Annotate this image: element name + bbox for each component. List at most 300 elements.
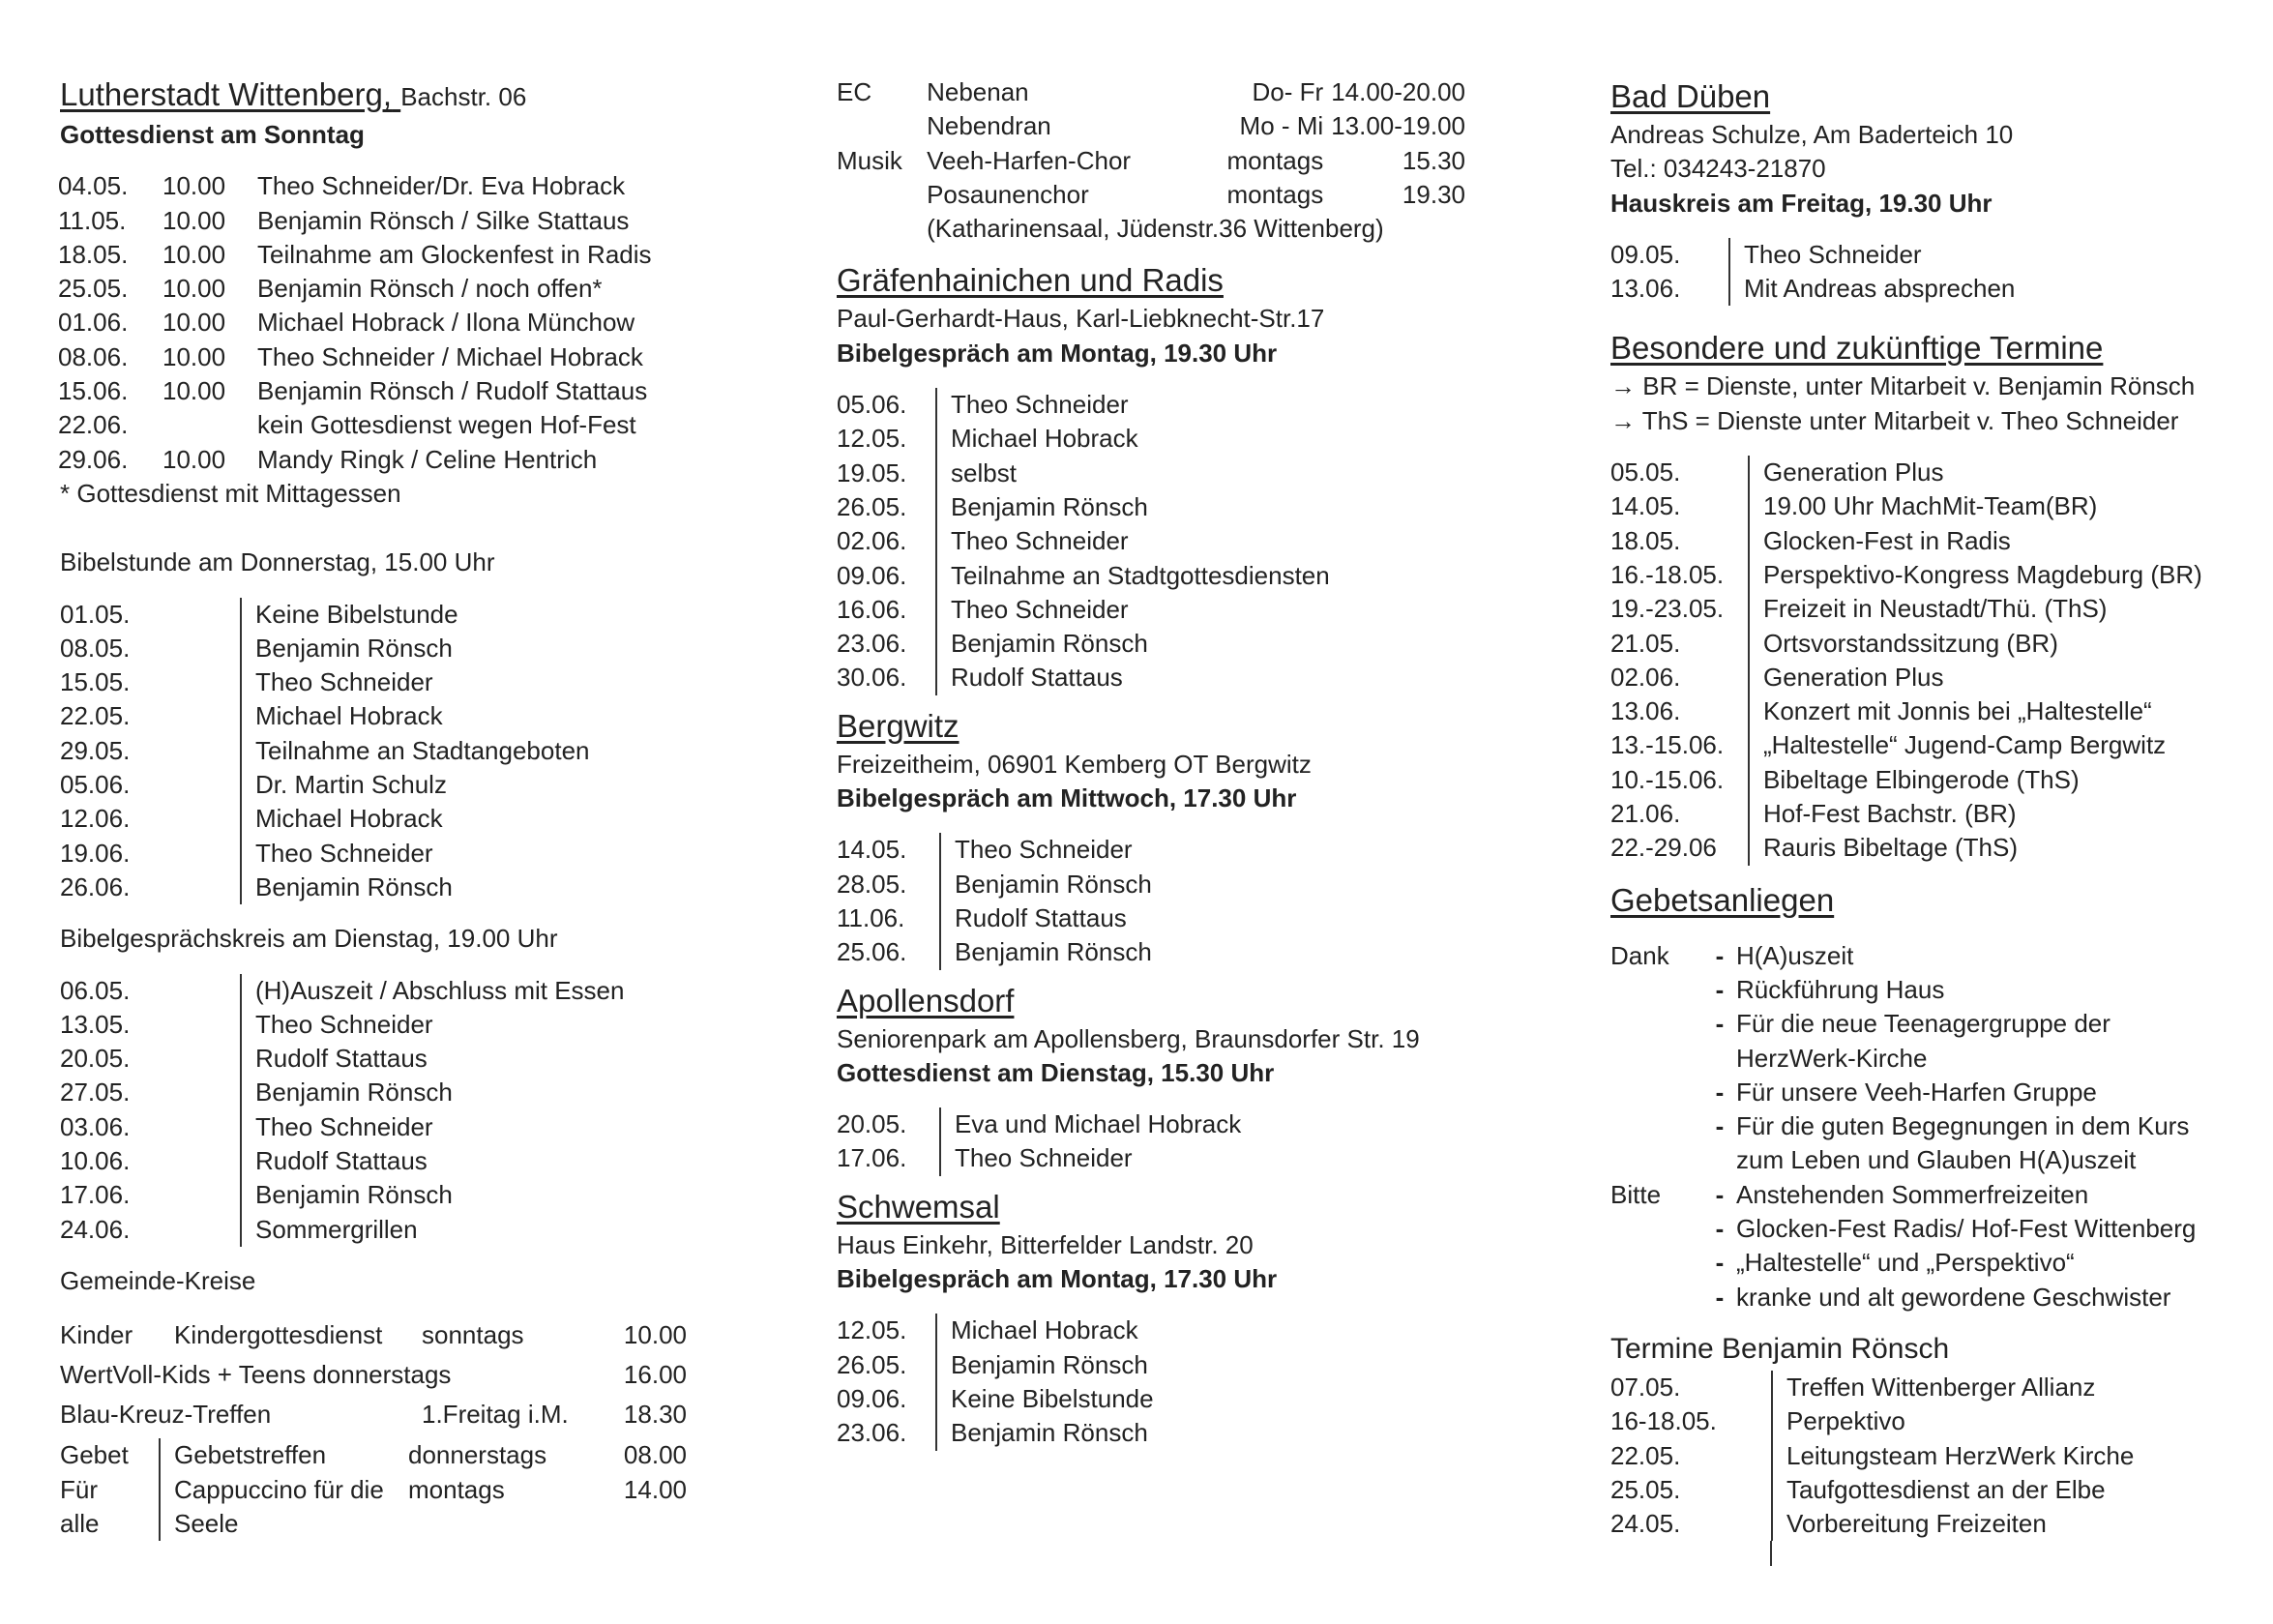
bad-dueben-address: Andreas Schulze, Am Baderteich 10 [1610,120,2014,149]
row-text: Sommergrillen [241,1213,624,1247]
row-text: Teilnahme an Stadtgottesdiensten [936,559,1330,593]
bergwitz-subtitle: Bibelgespräch am Mittwoch, 17.30 Uhr [837,783,1297,813]
row-text: Perpektivo [1772,1404,2134,1438]
table-row [1610,763,2202,797]
blaukreuz-time: 18.30 [623,1400,687,1430]
anliegen-row [1610,973,2210,1007]
gebet-label [60,1438,160,1541]
row-text: Rudolf Stattaus [940,901,1152,935]
anliegen-row [1610,1178,2210,1212]
graefenhainichen-subtitle: Bibelgespräch am Montag, 19.30 Uhr [837,338,1278,368]
row-text: Theo Schneider [936,593,1330,627]
ec-time: 19.30 [1402,179,1465,209]
ec-day: montags [1226,145,1324,175]
row-text: Michael Hobrack [241,802,590,836]
apollensdorf-title: Apollensdorf [837,982,1015,1019]
table-row [837,1314,1154,1347]
row-date: 14.05. [1610,491,1681,521]
service-who: Theo Schneider / Michael Hobrack [257,341,643,371]
ec-row [837,178,1465,212]
service-date: 22.06. [58,410,129,440]
row-text: Theo Schneider [940,1141,1241,1175]
row-text: Benjamin Rönsch [936,1348,1154,1382]
anliegen-label [1610,1109,1703,1178]
ec-label [837,109,927,143]
service-who: Mandy Ringk / Celine Hentrich [257,444,598,474]
termine-legend-br: → BR = Dienste, unter Mitarbeit v. Benjamin Rönsch [1610,371,2196,401]
gebet-row [174,1438,687,1472]
table-row [837,1141,1241,1175]
row-date: 16.-18.05. [1610,559,1725,589]
wittenberg-footnote: * Gottesdienst mit Mittagessen [60,478,401,508]
row-text: Theo Schneider [936,524,1330,558]
service-time: 10.00 [162,239,226,269]
row-date: 22.-29.06 [1610,833,1717,863]
anliegen-row [1610,1212,2210,1246]
service-row [58,204,652,238]
row-date: 23.06. [837,629,907,659]
kinder-row [60,1315,687,1355]
ec-label: EC [837,77,872,106]
bergwitz-address: Freizeitheim, 06901 Kemberg OT Bergwitz [837,749,1312,779]
apollensdorf-address: Seniorenpark am Apollensberg, Braunsdorfer Str. 19 [837,1023,1420,1053]
table-row [60,802,590,836]
termine-table [1610,456,2202,866]
row-text: Benjamin Rönsch [241,1076,624,1109]
table-row [1610,1439,2134,1473]
column-left [60,74,737,1541]
table-row [837,901,1152,935]
row-text: Rudolf Stattaus [936,661,1330,694]
table-row [837,1348,1154,1382]
table-row [837,661,1330,694]
ec-musik-table [837,75,1465,246]
ec-time: 14.00-20.00 [1331,77,1465,106]
row-date: 09.06. [837,560,907,590]
row-text: (H)Auszeit / Abschluss mit Essen [241,974,624,1008]
benjamin-table-tail [1770,1541,2229,1566]
row-text: Rudolf Stattaus [241,1144,624,1178]
row-date: 21.06. [1610,799,1681,829]
gebet-label-line: Gebet [60,1440,129,1470]
service-time: 10.00 [162,444,226,474]
row-date: 10.-15.06. [1610,764,1725,794]
row-date: 03.06. [60,1111,131,1141]
anliegen-row [1610,1246,2210,1280]
anliegen-row [1610,939,2210,973]
row-date: 09.05. [1610,239,1681,269]
table-row [60,699,590,733]
table-row [837,422,1330,456]
service-time: 10.00 [162,171,226,201]
table-row [60,871,590,904]
table-row [60,734,590,768]
dash-bullet: - [1715,1179,1725,1209]
row-date: 02.06. [837,526,907,556]
anliegen-text: Rückführung Haus [1736,974,1945,1004]
dash-bullet: - [1715,1248,1725,1278]
table-row [837,627,1330,661]
row-date: 16-18.05. [1610,1406,1717,1436]
table-row [1610,489,2202,523]
service-date: 15.06. [58,376,129,406]
dash-bullet: - [1715,1214,1725,1244]
gebet-time: 14.00 [623,1474,687,1504]
row-date: 25.06. [837,937,907,967]
anliegen-row [1610,1076,2210,1109]
row-text: Benjamin Rönsch [936,1416,1154,1450]
row-text: Michael Hobrack [936,422,1330,456]
row-date: 20.05. [60,1044,131,1074]
service-who: Michael Hobrack / Ilona Münchow [257,308,635,338]
row-date: 10.06. [60,1146,131,1176]
bibelstunde-title: Bibelstunde am Donnerstag, 15.00 Uhr [60,547,495,577]
ec-label: Musik [837,145,902,175]
row-text: Eva und Michael Hobrack [940,1107,1241,1141]
service-date: 25.05. [58,274,129,304]
service-row [58,306,652,340]
service-date: 29.06. [58,444,129,474]
table-row [837,593,1330,627]
row-text: Glocken-Fest in Radis [1749,524,2202,558]
row-date: 09.06. [837,1383,907,1413]
service-row [58,272,652,306]
benjamin-table [1610,1371,2134,1541]
row-text: Bibeltage Elbingerode (ThS) [1749,763,2202,797]
service-time: 10.00 [162,341,226,371]
row-date: 20.05. [837,1109,907,1139]
wittenberg-address: Bachstr. 06 [400,82,527,111]
apollensdorf-table [837,1107,1241,1176]
gebetsanliegen-title: Gebetsanliegen [1610,881,1835,918]
row-text: Perspektivo-Kongress Magdeburg (BR) [1749,558,2202,592]
wertvoll-name: WertVoll-Kids + Teens donnerstags [60,1360,452,1390]
table-row [1610,272,2015,306]
ec-label [837,212,927,246]
service-date: 01.06. [58,308,129,338]
row-date: 18.05. [1610,525,1681,555]
row-text: Theo Schneider [940,833,1152,867]
service-who: kein Gottesdienst wegen Hof-Fest [257,410,636,440]
anliegen-text: Glocken-Fest Radis/ Hof-Fest Wittenberg [1736,1214,2197,1244]
row-text: Generation Plus [1749,661,2202,694]
row-text: Theo Schneider [241,837,590,871]
table-row [837,457,1330,490]
table-row [1610,456,2202,489]
service-date: 04.05. [58,171,129,201]
row-date: 24.05. [1610,1509,1681,1539]
anliegen-label [1610,1007,1703,1076]
anliegen-text: H(A)uszeit [1736,940,1854,970]
anliegen-text: Anstehenden Sommerfreizeiten [1736,1179,2089,1209]
row-text: Keine Bibelstunde [936,1382,1154,1416]
table-row [1610,627,2202,661]
service-row [58,443,652,477]
row-date: 22.05. [1610,1440,1681,1470]
table-row [837,388,1330,422]
ec-name: (Katharinensaal, Jüdenstr.36 Wittenberg) [927,214,1384,244]
anliegen-text: Für die neue Teenagergruppe der HerzWerk-Kirche [1736,1009,2111,1073]
table-row [60,768,590,802]
gebet-name: Seele [174,1508,239,1538]
graefenhainichen-address: Paul-Gerhardt-Haus, Karl-Liebknecht-Str.17 [837,304,1325,334]
schwemsal-address: Haus Einkehr, Bitterfelder Landstr. 20 [837,1229,1254,1259]
service-time: 10.00 [162,205,226,235]
row-date: 12.06. [60,804,131,834]
ec-day: Mo - Mi [1239,111,1324,141]
row-date: 19.06. [60,838,131,868]
row-date: 22.05. [60,701,131,731]
service-who: Benjamin Rönsch / Silke Stattaus [257,205,630,235]
anliegen-label [1610,1281,1703,1314]
dash-bullet: - [1715,1009,1725,1039]
table-row [837,1416,1154,1450]
wertvoll-time: 16.00 [623,1360,687,1390]
kinder-time: 10.00 [623,1320,687,1350]
row-date: 21.05. [1610,628,1681,658]
table-row [837,1107,1241,1141]
anliegen-row [1610,1007,2210,1076]
anliegen-row [1610,1109,2210,1178]
benjamin-title: Termine Benjamin Rönsch [1610,1332,1950,1365]
service-who: Benjamin Rönsch / noch offen* [257,274,603,304]
service-time [162,408,257,442]
row-text: Theo Schneider [936,388,1330,422]
gebet-table [60,1438,687,1541]
row-date: 13.06. [1610,274,1681,304]
service-row [58,169,652,203]
table-row [837,490,1330,524]
anliegen-text: kranke und alt gewordene Geschwister [1736,1282,2171,1312]
row-text: Generation Plus [1749,456,2202,489]
row-text: Ortsvorstandssitzung (BR) [1749,627,2202,661]
kinder-day: sonntags [422,1320,524,1350]
table-row [837,935,1152,969]
table-row [1610,728,2202,762]
row-date: 05.06. [60,770,131,800]
anliegen-label [1610,973,1703,1007]
ec-day: montags [1226,179,1324,209]
table-row [1610,558,2202,592]
table-row [837,833,1152,867]
graefenhainichen-title: Gräfenhainichen und Radis [837,262,1224,299]
row-text: Theo Schneider [241,665,590,699]
service-time: 10.00 [162,376,226,406]
row-date: 02.06. [1610,662,1681,692]
apollensdorf-subtitle: Gottesdienst am Dienstag, 15.30 Uhr [837,1057,1275,1087]
service-time: 10.00 [162,274,226,304]
ec-row [837,144,1465,178]
row-date: 29.05. [60,735,131,765]
row-text: Rauris Bibeltage (ThS) [1749,831,2202,865]
table-row [837,524,1330,558]
schwemsal-subtitle: Bibelgespräch am Montag, 17.30 Uhr [837,1264,1278,1294]
ec-name: Nebenan [927,77,1029,106]
kinder-label: Kinder [60,1320,133,1350]
dash-bullet: - [1715,1111,1725,1141]
table-row [1610,694,2202,728]
bad-dueben-subtitle: Hauskreis am Freitag, 19.30 Uhr [1610,188,1993,218]
row-date: 23.06. [837,1418,907,1448]
row-date: 27.05. [60,1078,131,1107]
table-row [1610,831,2202,865]
anliegen-label: Bitte [1610,1179,1662,1209]
row-date: 07.05. [1610,1372,1681,1402]
row-text: Keine Bibelstunde [241,598,590,632]
table-row [60,837,590,871]
wertvoll-row [60,1355,687,1395]
gebet-day: donnerstags [408,1440,547,1470]
row-date: 14.05. [837,835,907,865]
table-row [1610,661,2202,694]
row-text: Freizeit in Neustadt/Thü. (ThS) [1749,592,2202,626]
termine-title: Besondere und zukünftige Termine [1610,330,2104,367]
gebet-name: Cappuccino für die [174,1474,384,1504]
wittenberg-services-table [58,169,652,477]
ec-row [837,109,1465,143]
ec-row [837,75,1465,109]
row-text: Theo Schneider [241,1008,624,1042]
row-text: „Haltestelle“ Jugend-Camp Bergwitz [1749,728,2202,762]
row-text: Teilnahme an Stadtangeboten [241,734,590,768]
termine-legend-ths: → ThS = Dienste unter Mitarbeit v. Theo Schneider [1610,405,2179,435]
table-row [60,665,590,699]
gebet-time [592,1507,687,1541]
table-row [60,1008,624,1042]
anliegen-label [1610,1246,1703,1280]
bergwitz-title: Bergwitz [837,707,959,744]
table-row [1610,1473,2134,1507]
dash-bullet: - [1715,940,1725,970]
ec-day: Do- Fr [1252,77,1324,106]
table-row [837,559,1330,593]
dash-bullet: - [1715,1282,1725,1312]
table-row [60,1042,624,1076]
row-text: Treffen Wittenberger Allianz [1772,1371,2134,1404]
table-row [1610,797,2202,831]
table-row [1610,238,2015,272]
row-date: 30.06. [837,663,907,693]
column-middle [837,75,1475,1451]
bad-dueben-tel: Tel.: 034243-21870 [1610,154,1826,184]
gebet-day [408,1507,592,1541]
row-date: 01.05. [60,599,131,629]
gebet-name: Gebetstreffen [174,1440,327,1470]
ec-time: 15.30 [1402,145,1465,175]
gebet-time: 08.00 [623,1440,687,1470]
bergwitz-table [837,833,1152,969]
row-date: 26.05. [837,1349,907,1379]
gebet-day: montags [408,1474,505,1504]
row-date: 13.06. [1610,696,1681,726]
table-row [60,632,590,665]
gebetsanliegen-table [1610,939,2210,1314]
table-row [60,1144,624,1178]
blaukreuz-name: Blau-Kreuz-Treffen [60,1400,272,1430]
row-date: 26.06. [60,871,131,901]
row-date: 13.-15.06. [1610,730,1725,760]
service-who: Teilnahme am Glockenfest in Radis [257,239,652,269]
row-date: 26.05. [837,491,907,521]
bibelgespraechskreis-table [60,974,624,1247]
row-text: Rudolf Stattaus [241,1042,624,1076]
gebet-label-line: Für [60,1474,98,1504]
ec-name: Posaunenchor [927,179,1089,209]
row-date: 17.06. [60,1180,131,1210]
service-row [58,374,652,408]
graefenhainichen-table [837,388,1330,695]
table-row [1610,1404,2134,1438]
service-row [58,238,652,272]
ec-row [837,212,1465,246]
blaukreuz-row [60,1395,687,1434]
anliegen-text: Für unsere Veeh-Harfen Gruppe [1736,1077,2097,1107]
table-row [60,1110,624,1144]
bibelgespraechskreis-title: Bibelgesprächskreis am Dienstag, 19.00 Uhr [60,924,558,954]
table-row [60,598,590,632]
row-text: Mit Andreas absprechen [1729,272,2015,306]
row-date: 24.06. [60,1214,131,1244]
row-date: 05.05. [1610,458,1681,487]
dash-bullet: - [1715,1077,1725,1107]
ec-time: 13.00-19.00 [1331,111,1465,141]
row-text: Benjamin Rönsch [241,632,590,665]
gemeindekreise-title: Gemeinde-Kreise [60,1265,256,1295]
column-right [1610,75,2229,1566]
ec-name: Veeh-Harfen-Chor [927,145,1132,175]
bad-dueben-table [1610,238,2015,307]
row-text: Theo Schneider [241,1110,624,1144]
wittenberg-heading [60,74,737,118]
row-text: Dr. Martin Schulz [241,768,590,802]
row-date: 19.05. [837,458,907,487]
anliegen-label [1610,1212,1703,1246]
row-text: Benjamin Rönsch [940,868,1152,901]
schwemsal-table [837,1314,1154,1450]
anliegen-text: „Haltestelle“ und „Perspektivo“ [1736,1248,2075,1278]
table-row [1610,524,2202,558]
row-date: 05.06. [837,390,907,420]
service-date: 08.06. [58,341,129,371]
row-text: Benjamin Rönsch [936,627,1330,661]
row-date: 15.05. [60,667,131,697]
service-row [58,340,652,374]
row-text: Benjamin Rönsch [241,1178,624,1212]
bibelstunde-table [60,598,590,905]
row-text: Konzert mit Jonnis bei „Haltestelle“ [1749,694,2202,728]
table-row [837,1382,1154,1416]
table-row [837,868,1152,901]
gebet-row [174,1507,687,1541]
row-date: 16.06. [837,594,907,624]
row-text: Taufgottesdienst an der Elbe [1772,1473,2134,1507]
row-text: Hof-Fest Bachstr. (BR) [1749,797,2202,831]
row-date: 17.06. [837,1143,907,1173]
service-time: 10.00 [162,308,226,338]
anliegen-label [1610,1076,1703,1109]
row-text: Vorbereitung Freizeiten [1772,1507,2134,1541]
ec-label [837,178,927,212]
table-row [1610,592,2202,626]
row-date: 13.05. [60,1009,131,1039]
row-date: 12.05. [837,1315,907,1345]
row-text: Michael Hobrack [936,1314,1154,1347]
wittenberg-subtitle: Gottesdienst am Sonntag [60,120,365,149]
service-row [58,408,652,442]
row-text: selbst [936,457,1330,490]
table-row [60,1178,624,1212]
row-date: 12.05. [837,424,907,454]
